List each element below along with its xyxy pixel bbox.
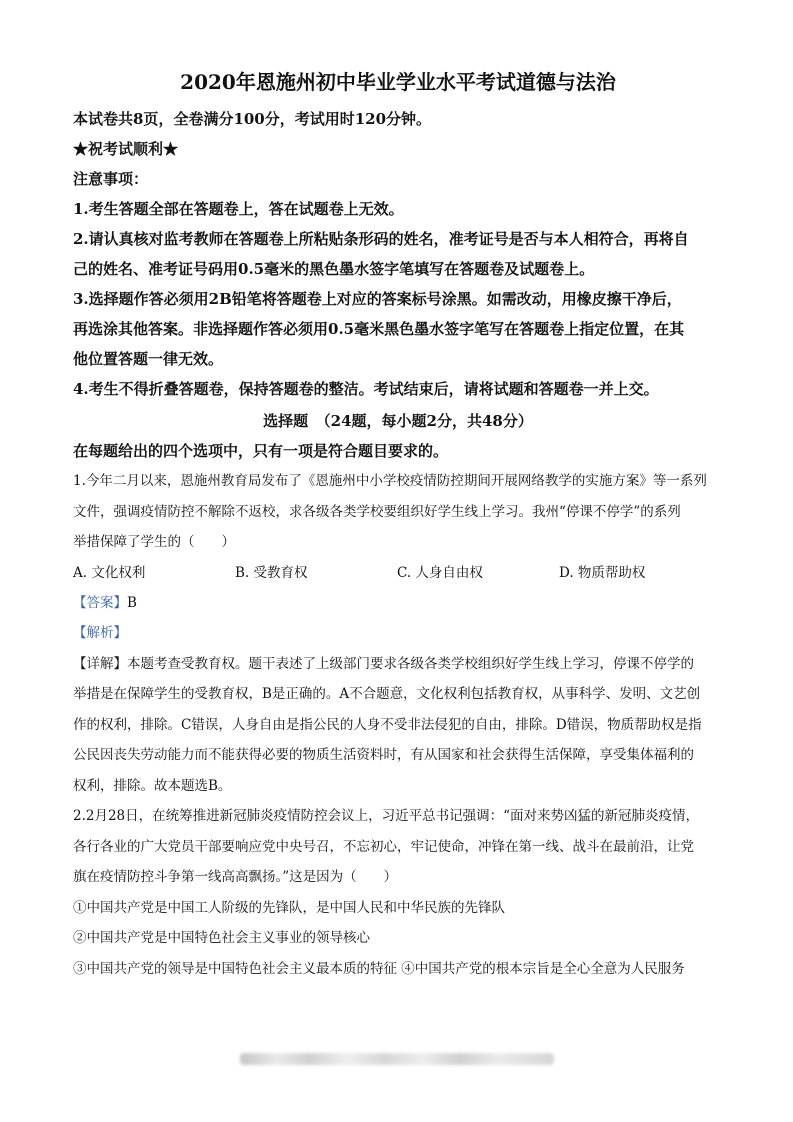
statement-line: ①中国共产党是中国工人阶级的先锋队，是中国人民和中华民族的先锋队 xyxy=(73,899,505,916)
note-line: 己的姓名、准考证号码用0.5毫米的黑色墨水签字笔填写在答题卷及试题卷上。 xyxy=(73,260,595,278)
option-a: A. 文化权利 xyxy=(73,564,146,581)
question-text-line: 旗在疫情防控斗争第一线高高飘扬。”这是因为（ ） xyxy=(73,869,398,885)
question-options xyxy=(73,558,723,588)
notes-heading: 注意事项： xyxy=(73,170,149,188)
detail-line: 公民因丧失劳动能力而不能获得必要的物质生活资料时，有从国家和社会获得生活保障，享受集体福利的 xyxy=(73,747,694,763)
analysis-line xyxy=(73,618,723,649)
page-content xyxy=(73,68,723,984)
blurred-footer-watermark xyxy=(240,1053,554,1065)
exam-intro: 本试卷共8页，全卷满分100分，考试用时120分钟。 xyxy=(73,110,432,128)
section-instruction: 在每题给出的四个选项中，只有一项是符合题目要求的。 xyxy=(73,442,449,460)
detail-tag: 【详解】 xyxy=(73,655,127,672)
question-2 xyxy=(73,801,723,984)
option-d: D. 物质帮助权 xyxy=(559,564,646,581)
detail-text: 本题考查受教育权。题干表述了上级部门要求各级各类学校组织好学生线上学习，停课不停学的 xyxy=(127,655,694,672)
question-text-line: 1.今年二月以来，恩施州教育局发布了《恩施州中小学校疫情防控期间开展网络教学的实施方案》等一系列 xyxy=(73,473,707,489)
answer-line xyxy=(73,588,723,619)
question-text-line: 文件，强调疫情防控不解除不返校，求各级各类学校要组织好学生线上学习。我州“停课不停学”的系列 xyxy=(73,503,681,520)
question-1 xyxy=(73,466,723,801)
note-line: 再选涂其他答案。非选择题作答必须用0.5毫米黑色墨水签字笔写在答题卷上指定位置，在其 xyxy=(73,320,685,338)
section-title: 选择题 （24题，每小题2分，共48分） xyxy=(263,412,533,430)
note-line: 2.请认真核对监考教师在答题卷上所粘贴条形码的姓名，准考证号是否与本人相符合，再将自 xyxy=(73,230,689,248)
option-c: C. 人身自由权 xyxy=(397,564,483,581)
note-line: 4.考生不得折叠答题卷，保持答题卷的整洁。考试结束后，请将试题和答题卷一并上交。 xyxy=(73,380,659,398)
detail-line: 举措是在保障学生的受教育权，B是正确的。A不合题意，文化权利包括教育权，从事科学、发明、文艺创 xyxy=(73,686,701,702)
note-line: 3.选择题作答必须用2B铅笔将答题卷上对应的答案标号涂黑。如需改动，用橡皮擦干净后， xyxy=(73,290,682,308)
analysis-tag: 【解析】 xyxy=(73,625,127,641)
option-b: B. 受教育权 xyxy=(235,564,308,581)
question-text-line: 举措保障了学生的（ ） xyxy=(73,534,235,550)
note-line: 他位置答题一律无效。 xyxy=(73,350,224,368)
detail-line: 作的权利，排除。C错误，人身自由是指公民的人身不受非法侵犯的自由，排除。D错误，物质帮助权是指 xyxy=(73,716,702,733)
statement-line: ②中国共产党是中国特色社会主义事业的领导核心 xyxy=(73,930,370,946)
answer-tag: 【答案】 xyxy=(73,594,127,611)
note-line: 1.考生答题全部在答题卷上，答在试题卷上无效。 xyxy=(73,200,404,218)
page-title: 2020年恩施州初中毕业学业水平考试道德与法治 xyxy=(180,70,616,94)
statement-line: ③中国共产党的领导是中国特色社会主义最本质的特征 ④中国共产党的根本宗旨是全心全意为人民服务 xyxy=(73,960,685,977)
detail-line xyxy=(73,649,723,680)
exam-wish: ★祝考试顺利★ xyxy=(73,140,179,158)
detail-line: 权利，排除。故本题选B。 xyxy=(73,777,232,794)
answer-value: B xyxy=(127,594,137,611)
question-text-line: 各行各业的广大党员干部要响应党中央号召，不忘初心，牢记使命，冲锋在第一线、战斗在最前沿，让党 xyxy=(73,838,694,855)
question-text-line: 2.2月28日，在统筹推进新冠肺炎疫情防控会议上，习近平总书记强调：“面对来势凶猛的新冠肺炎疫情， xyxy=(73,808,700,824)
